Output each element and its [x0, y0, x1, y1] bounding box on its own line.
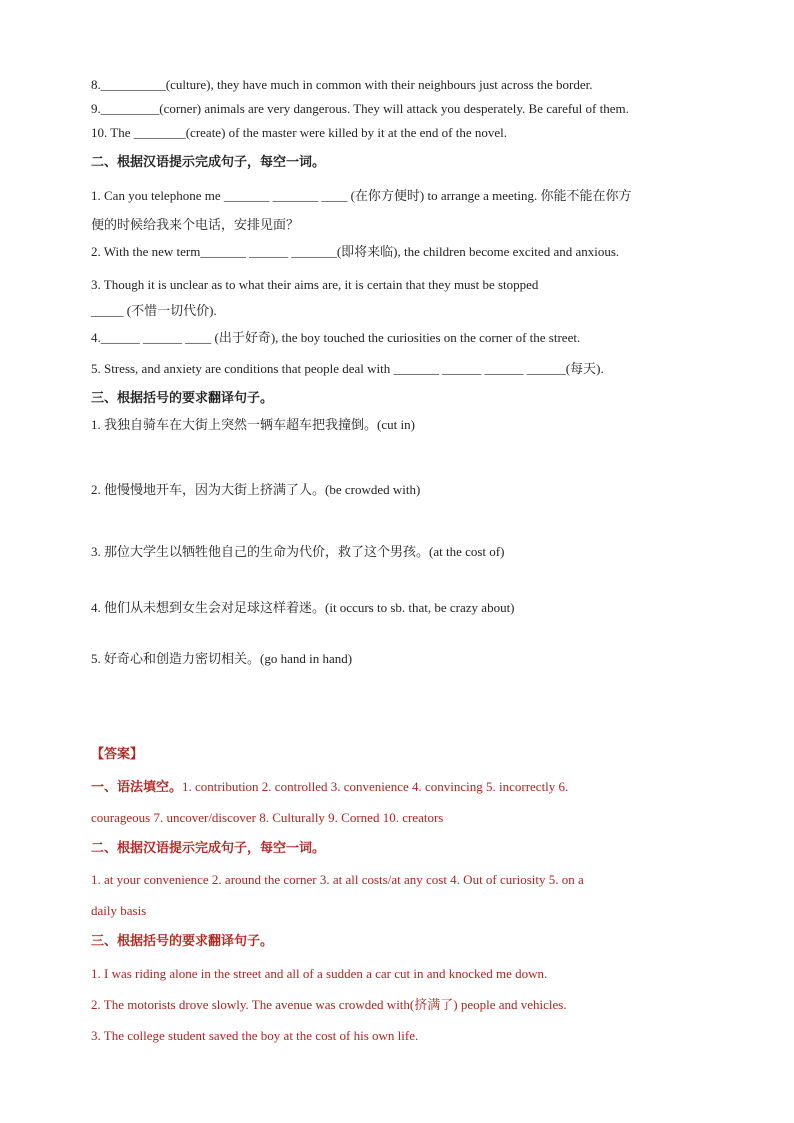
answers-3-heading: 三、根据括号的要求翻译句子。 — [91, 934, 274, 949]
sentence-4: 4.______ ______ ____ (出于好奇), the boy touched the curiosities on the corner of the street. — [91, 330, 581, 345]
answers-2-line-a: 1. at your convenience 2. around the corner 3. at all costs/at any cost 4. Out of curiosity 5. on a — [91, 872, 584, 887]
translate-5: 5. 好奇心和创造力密切相关。(go hand in hand) — [91, 651, 353, 666]
exercise-line-9: 9._________(corner) animals are very dangerous. They will attack you desperately. Be careful of them. — [91, 101, 629, 116]
sentence-1-line-b: 便的时候给我来个电话，安排见面？ — [91, 218, 300, 233]
translate-4: 4. 他们从未想到女生会对足球这样着迷。(it occurs to sb. that, be crazy about) — [91, 600, 515, 615]
exercise-line-8: 8.__________(culture), they have much in common with their neighbours just across the border. — [91, 77, 593, 92]
section-2-heading: 二、根据汉语提示完成句子，每空一词。 — [91, 155, 326, 170]
sentence-5: 5. Stress, and anxiety are conditions that people deal with _______ ______ ______ ______(每天). — [91, 361, 604, 376]
sentence-3-line-b: _____ (不惜一切代价). — [91, 303, 217, 318]
translate-3: 3. 那位大学生以牺牲他自己的生命为代价，救了这个男孩。(at the cost of) — [91, 544, 505, 559]
exercise-line-10: 10. The ________(create) of the master were killed by it at the end of the novel. — [91, 125, 507, 140]
answers-title: 【答案】 — [91, 747, 144, 762]
answers-3-item-1: 1. I was riding alone in the street and all of a sudden a car cut in and knocked me down. — [91, 966, 548, 981]
section-3-heading: 三、根据括号的要求翻译句子。 — [91, 391, 274, 406]
sentence-2: 2. With the new term_______ ______ _______(即将来临), the children become excited and anxious. — [91, 244, 620, 259]
answers-1-line-b: courageous 7. uncover/discover 8. Culturally 9. Corned 10. creators — [91, 810, 444, 825]
answers-2-heading: 二、根据汉语提示完成句子，每空一词。 — [91, 841, 326, 856]
sentence-3-line-a: 3. Though it is unclear as to what their aims are, it is certain that they must be stopped — [91, 277, 539, 292]
answers-1-line-a — [91, 778, 568, 797]
answers-1-heading: 一、语法填空。 — [91, 780, 183, 795]
answers-1-text: 1. contribution 2. controlled 3. convenience 4. convincing 5. incorrectly 6. — [182, 779, 569, 794]
answers-3-item-3: 3. The college student saved the boy at the cost of his own life. — [91, 1028, 419, 1043]
answers-3-item-2: 2. The motorists drove slowly. The avenue was crowded with(挤满了) people and vehicles. — [91, 997, 567, 1012]
translate-1: 1. 我独自骑车在大街上突然一辆车超车把我撞倒。(cut in) — [91, 417, 415, 432]
answers-2-line-b: daily basis — [91, 903, 147, 918]
translate-2: 2. 他慢慢地开车，因为大街上挤满了人。(be crowded with) — [91, 482, 421, 497]
sentence-1-line-a: 1. Can you telephone me _______ _______ ____ (在你方便时) to arrange a meeting. 你能不能在你方 — [91, 188, 632, 203]
